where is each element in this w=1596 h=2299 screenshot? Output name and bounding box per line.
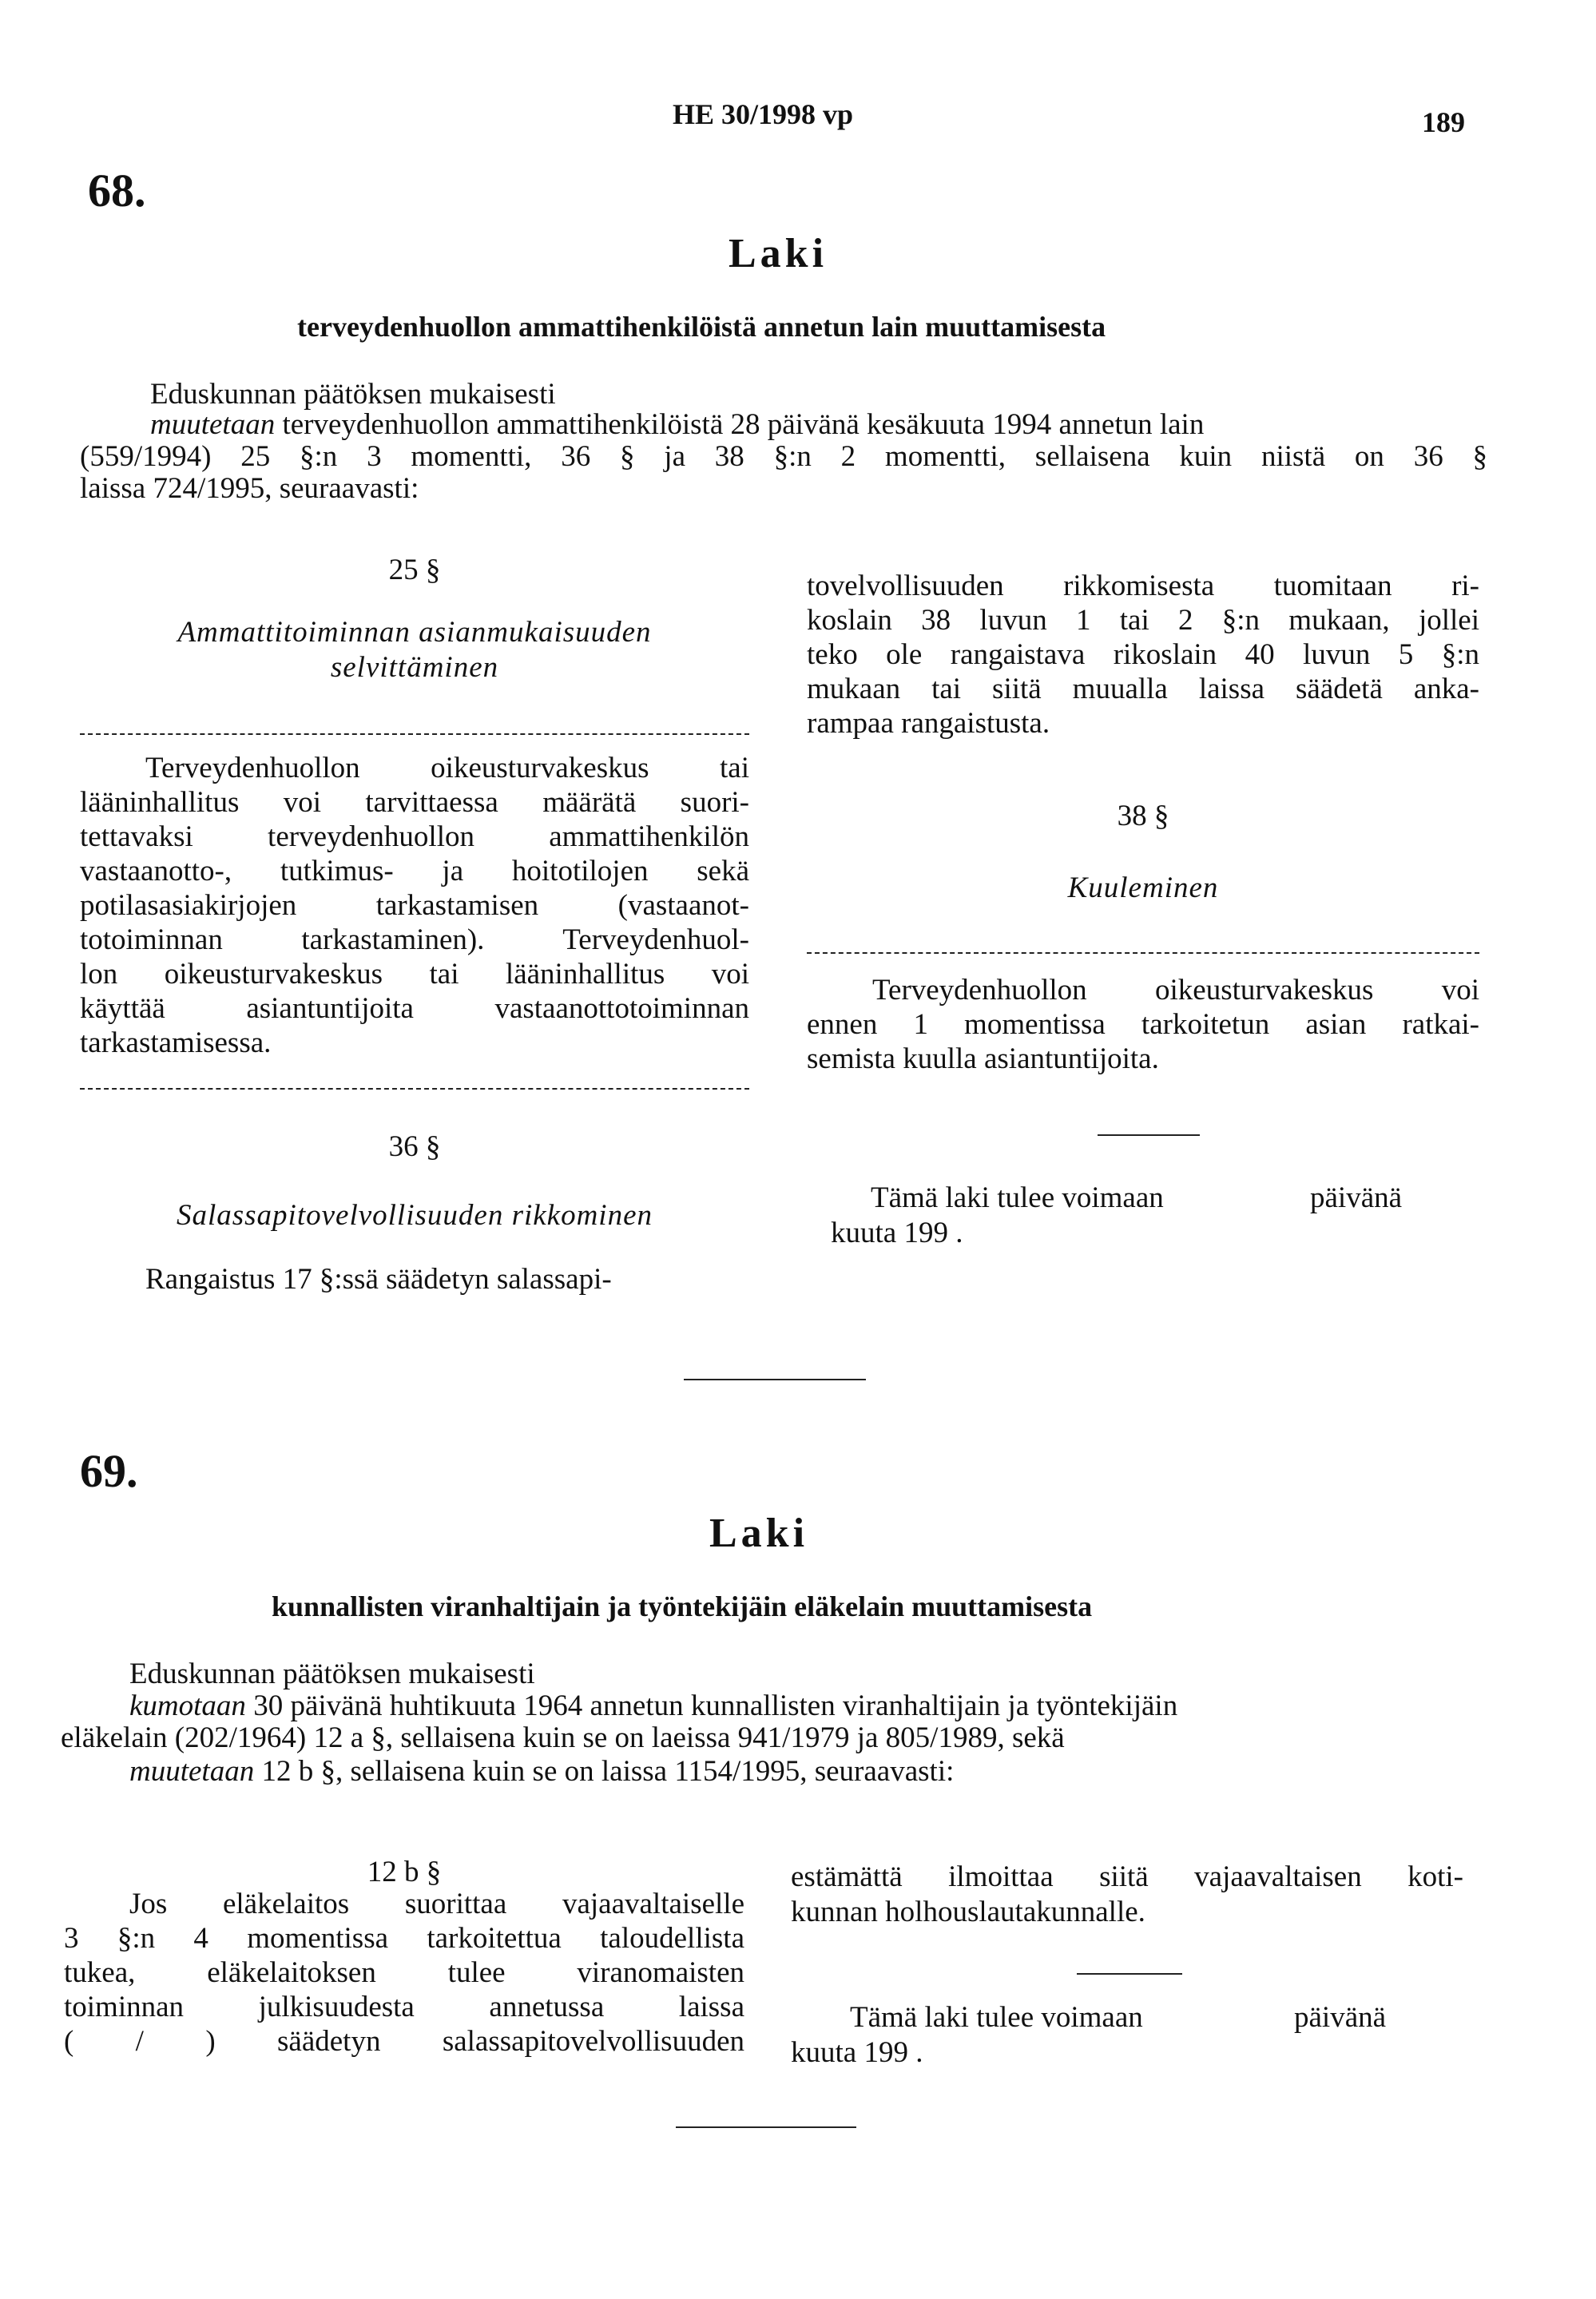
- page-number: 189: [1422, 106, 1465, 138]
- law-69-repeal-second-line: eläkelain (202/1964) 12 a §, sellaisena kuin se on laeissa 941/1979 ja 805/1989, sekä: [61, 1721, 1065, 1754]
- law-68-subtitle: terveydenhuollon ammattihenkilöistä annetun lain muuttamisesta: [297, 311, 1106, 343]
- entry-into-force-day: päivänä: [1310, 1181, 1403, 1214]
- section-36-text-line: mukaan tai siitä muualla laissa säädetä anka-: [807, 673, 1479, 705]
- section-36-text-line: rampaa rangaistusta.: [807, 707, 1050, 740]
- section-25-text-line: käyttää asiantuntijoita vastaanottotoiminnan: [80, 992, 749, 1025]
- law-69-number: 69.: [80, 1445, 138, 1497]
- law-separator-rule: [684, 1379, 866, 1380]
- section-25-text-line: totoiminnan tarkastaminen). Terveydenhuol-: [80, 923, 749, 956]
- repeal-verb: kumotaan: [129, 1690, 246, 1722]
- entry-into-force-text: Tämä laki tulee voimaan: [871, 1181, 1164, 1214]
- law-69-title: Laki: [709, 1511, 809, 1556]
- law-69-amend-line: muutetaan 12 b §, sellaisena kuin se on laissa 1154/1995, seuraavasti:: [129, 1755, 955, 1788]
- law-69-intro: Eduskunnan päätöksen mukaisesti: [129, 1658, 535, 1690]
- section-25-text-line: vastaanotto-, tutkimus- ja hoitotilojen sekä: [80, 855, 749, 887]
- entry-into-force-month: kuuta 199 .: [791, 2036, 923, 2069]
- law-68-title: Laki: [729, 231, 828, 276]
- section-36-number: 36 §: [388, 1130, 441, 1163]
- section-12b-text-line: kunnan holhouslautakunnalle.: [791, 1896, 1145, 1928]
- separator-rule: [1077, 1973, 1182, 1975]
- section-12b-text-line: 3 §:n 4 momentissa tarkoitettua taloudellista: [64, 1922, 744, 1955]
- law-68-number: 68.: [88, 165, 146, 216]
- section-25-text-line: tarkastamisessa.: [80, 1026, 272, 1059]
- section-12b-text-line: tukea, eläkelaitoksen tulee viranomaisten: [64, 1956, 744, 1989]
- section-38-text-line: Terveydenhuollon oikeusturvakeskus voi: [872, 974, 1479, 1007]
- section-38-heading: Kuuleminen: [1067, 872, 1219, 904]
- omission-dash-line: [807, 952, 1479, 954]
- law-68-amend-second-line: (559/1994) 25 §:n 3 momentti, 36 § ja 38 §:n 2 momentti, sellaisena kuin niistä on 36 §: [80, 440, 1487, 473]
- law-69-subtitle: kunnallisten viranhaltijain ja työntekijäin eläkelain muuttamisesta: [272, 1590, 1093, 1622]
- section-36-text-line: koslain 38 luvun 1 tai 2 §:n mukaan, jollei: [807, 604, 1479, 637]
- entry-into-force-month: kuuta 199 .: [831, 1217, 963, 1249]
- section-25-heading-line2: selvittäminen: [330, 651, 499, 684]
- section-36-text-line: tovelvollisuuden rikkomisesta tuomitaan ri-: [807, 570, 1479, 602]
- section-12b-text-line: Jos eläkelaitos suorittaa vajaavaltaiselle: [129, 1888, 744, 1920]
- entry-into-force-text: Tämä laki tulee voimaan: [850, 2001, 1143, 2034]
- section-12b-text-line: toiminnan julkisuudesta annetussa laissa: [64, 1991, 744, 2023]
- section-25-number: 25 §: [388, 554, 441, 586]
- amend-verb: muutetaan: [129, 1755, 255, 1788]
- section-25-text-line: lääninhallitus voi tarvittaessa määrätä suori-: [80, 786, 749, 819]
- omission-dash-line: [80, 1088, 749, 1090]
- section-25-text-line: Terveydenhuollon oikeusturvakeskus tai: [145, 752, 749, 784]
- document-id: HE 30/1998 vp: [673, 98, 854, 130]
- law-separator-rule: [676, 2126, 856, 2128]
- law-68-amend-first-line: muutetaan terveydenhuollon ammattihenkilöistä 28 päivänä kesäkuuta 1994 annetun lain: [150, 408, 1205, 441]
- section-38-text-line: ennen 1 momentissa tarkoitetun asian ratkai-: [807, 1008, 1479, 1041]
- section-25-text-line: potilasasiakirjojen tarkastamisen (vastaanot-: [80, 889, 749, 922]
- section-25-text-line: tettavaksi terveydenhuollon ammattihenkilön: [80, 820, 749, 853]
- section-25-text-line: lon oikeusturvakeskus tai lääninhallitus voi: [80, 958, 749, 991]
- section-38-number: 38 §: [1117, 800, 1169, 832]
- entry-into-force-day: päivänä: [1294, 2001, 1387, 2034]
- law-68-amend-third-line: laissa 724/1995, seuraavasti:: [80, 472, 419, 505]
- section-36-heading: Salassapitovelvollisuuden rikkominen: [176, 1199, 653, 1232]
- law-68-intro: Eduskunnan päätöksen mukaisesti: [150, 378, 556, 411]
- section-36-text-line: teko ole rangaistava rikoslain 40 luvun 5 §:n: [807, 638, 1479, 671]
- section-12b-text-line: estämättä ilmoittaa siitä vajaavaltaisen koti-: [791, 1860, 1463, 1893]
- section-25-heading-line1: Ammattitoiminnan asianmukaisuuden: [177, 616, 652, 649]
- section-12b-number: 12 b §: [367, 1856, 442, 1888]
- section-36-text-line: Rangaistus 17 §:ssä säädetyn salassapi-: [145, 1263, 612, 1296]
- amend-verb: muutetaan: [150, 408, 276, 441]
- section-38-text-line: semista kuulla asiantuntijoita.: [807, 1042, 1159, 1075]
- law-69-repeal-first-line: kumotaan 30 päivänä huhtikuuta 1964 annetun kunnallisten viranhaltijain ja työntekijäin: [129, 1690, 1178, 1722]
- section-12b-text-line: ( / ) säädetyn salassapitovelvollisuuden: [64, 2025, 744, 2058]
- separator-rule: [1098, 1134, 1200, 1136]
- omission-dash-line: [80, 733, 749, 735]
